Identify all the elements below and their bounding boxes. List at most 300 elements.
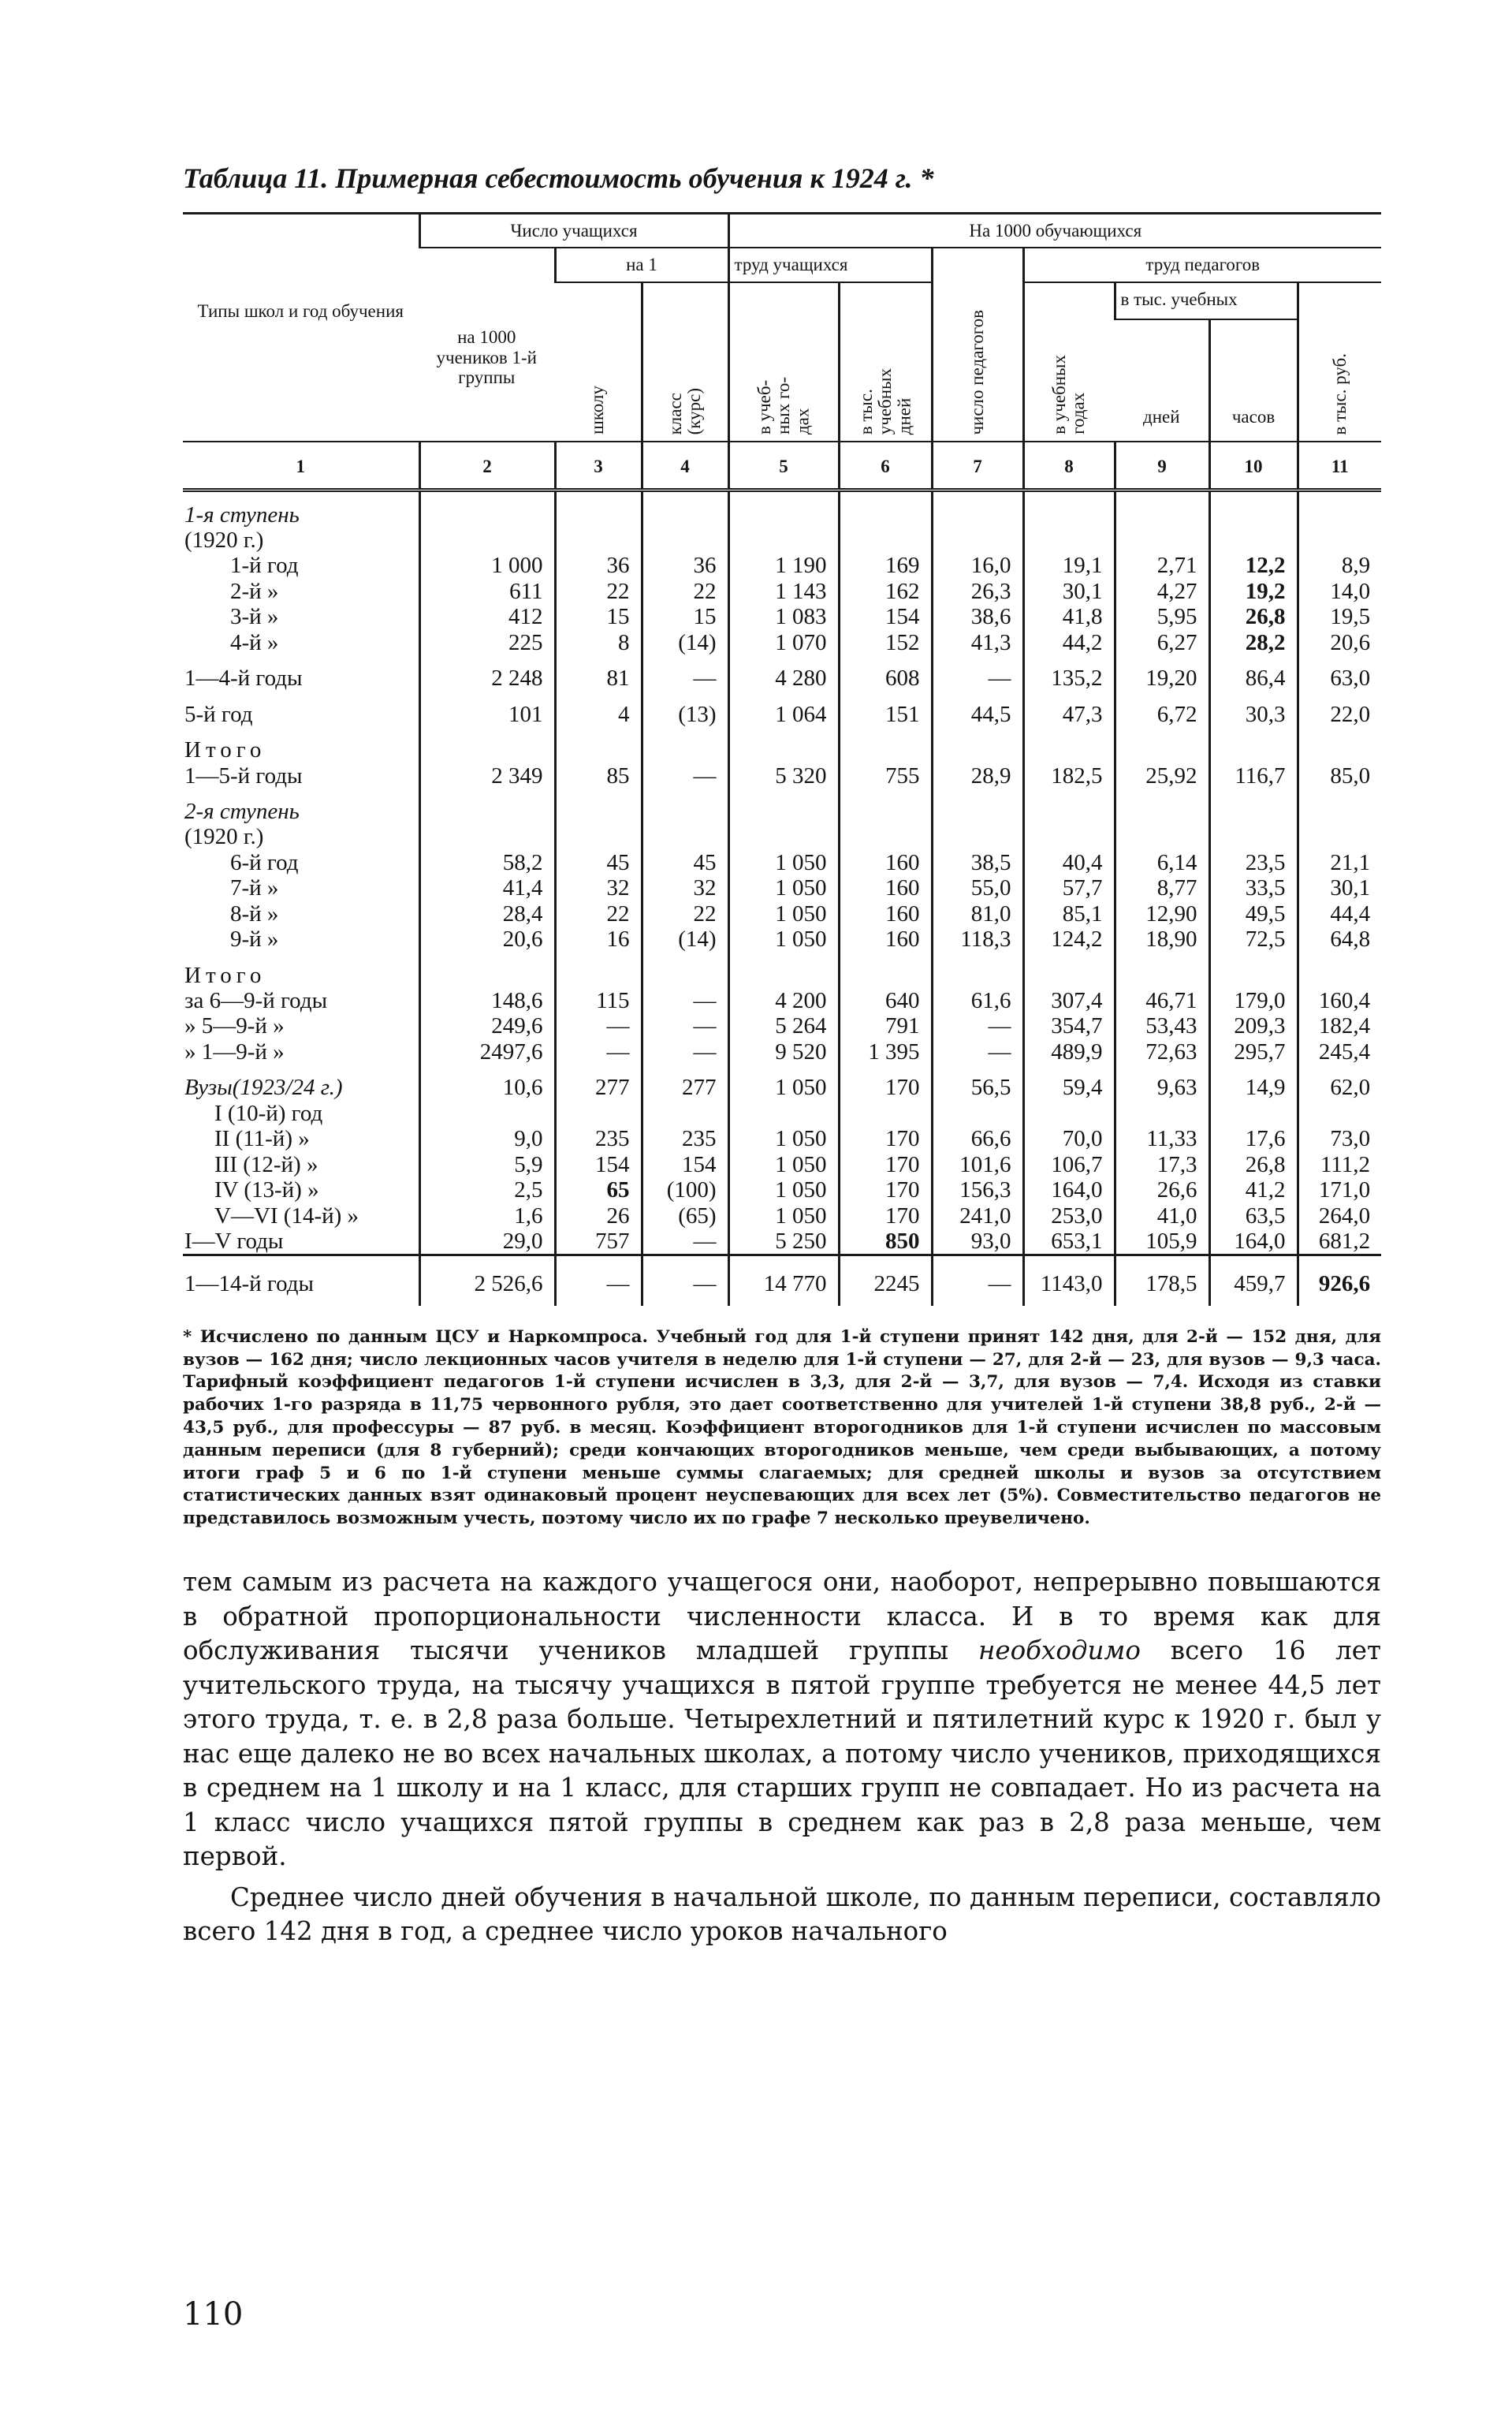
col-number: 7 (932, 442, 1023, 490)
table-cell: 19,2 (1209, 579, 1298, 604)
table-cell: 124,2 (1023, 927, 1115, 952)
table-cell: 22 (555, 579, 642, 604)
table-cell: 1,6 (419, 1203, 555, 1229)
table-cell: 38,6 (932, 604, 1023, 629)
table-cell (642, 953, 728, 988)
paragraph-1: тем самым из расчета на каждого учащегося они, наоборот, непрерывно повышаются в обратной пропорциональности численности класса. И в то время как для обслуживания тысячи учеников младшей группы необходимо всего 16 лет учительского труда, на тысячу учащихся в пятой группе требуется не менее 44,5 лет этого труда, т. е. в 2,8 раза больше. Четырехлетний и пятилетний курс к 1920 г. был у нас еще далеко не во всех начальных школах, а потому число учеников, приходящихся в среднем на 1 школу и на 1 класс, для старших групп не совпадает. Но из расчета на 1 класс число учащихся пятой группы в среднем как раз в 2,8 раза меньше, чем первой. (183, 1567, 1381, 1872)
row-label: 2-й » (230, 578, 279, 604)
table-cell (839, 824, 932, 849)
table-cell: 2 349 (419, 763, 555, 789)
table-cell (932, 528, 1023, 553)
col-number: 2 (419, 442, 555, 490)
table-cell: — (555, 1039, 642, 1065)
table-cell: 29,0 (419, 1229, 555, 1255)
table-cell (728, 789, 839, 824)
table-row (183, 988, 1381, 1013)
table-cell: 2497,6 (419, 1039, 555, 1065)
table-cell: 2245 (839, 1255, 932, 1306)
table-cell: — (642, 655, 728, 691)
table-cell: 1 050 (728, 850, 839, 875)
table-cell (932, 727, 1023, 763)
table-cell: 264,0 (1298, 1203, 1381, 1229)
header-school: школу (555, 282, 642, 442)
table-cell: 28,4 (419, 901, 555, 927)
table-cell: 118,3 (932, 927, 1023, 952)
table-cell: 46,71 (1115, 988, 1209, 1013)
table-cell: 40,4 (1023, 850, 1115, 875)
row-label: Итого (184, 962, 266, 988)
col-number: 5 (728, 442, 839, 490)
table-cell (728, 528, 839, 553)
row-label: (1920 г.) (184, 824, 264, 850)
table-cell: — (642, 1229, 728, 1255)
table-cell: 22 (642, 579, 728, 604)
table-row (183, 1013, 1381, 1039)
table-cell (642, 1101, 728, 1126)
table-cell: 47,3 (1023, 692, 1115, 727)
table-cell: 162 (839, 579, 932, 604)
table-cell: 6,72 (1115, 692, 1209, 727)
table-cell (419, 727, 555, 763)
table-cell: 26,6 (1115, 1177, 1209, 1203)
table-cell: 14,9 (1209, 1065, 1298, 1100)
header-teacher-labor: труд педагогов (1023, 248, 1381, 282)
table-cell: 65 (555, 1177, 642, 1203)
table-row (183, 953, 1381, 988)
table-cell: 160 (839, 875, 932, 901)
table-cell: 32 (642, 875, 728, 901)
row-label: Итого (184, 737, 266, 763)
col-number: 4 (642, 442, 728, 490)
table-cell: 170 (839, 1152, 932, 1177)
table-cell: 681,2 (1298, 1229, 1381, 1255)
table-cell: 101,6 (932, 1152, 1023, 1177)
table-cell: 59,4 (1023, 1065, 1115, 1100)
table-cell: 611 (419, 579, 555, 604)
table-cell: 18,90 (1115, 927, 1209, 952)
table-cell: 53,43 (1115, 1013, 1209, 1039)
table-cell: 45 (642, 850, 728, 875)
table-cell: — (932, 1255, 1023, 1306)
table-cell: 72,63 (1115, 1039, 1209, 1065)
header-in-study-years: в учебных годах (1023, 282, 1115, 442)
table-cell: 4 (555, 692, 642, 727)
table-cell: 22 (555, 901, 642, 927)
table-cell (839, 1101, 932, 1126)
table-cell (1298, 528, 1381, 553)
table-cell: 41,8 (1023, 604, 1115, 629)
table-cell: 105,9 (1115, 1229, 1209, 1255)
table-cell: 63,0 (1298, 655, 1381, 691)
table-cell (1209, 1101, 1298, 1126)
table-cell: 9,0 (419, 1126, 555, 1151)
table-cell: 26,8 (1209, 604, 1298, 629)
table-cell: — (932, 655, 1023, 691)
header-in-school-years: в учеб- ных го- дах (728, 282, 839, 442)
table-cell: 38,5 (932, 850, 1023, 875)
table-cell: 64,8 (1298, 927, 1381, 952)
table-cell: — (642, 988, 728, 1013)
table-cell (419, 789, 555, 824)
row-label: 1—4-й годы (184, 666, 303, 692)
table-cell: 44,5 (932, 692, 1023, 727)
table-cell: 791 (839, 1013, 932, 1039)
table-cell: (100) (642, 1177, 728, 1203)
table-cell (1023, 727, 1115, 763)
table-cell: 277 (642, 1065, 728, 1100)
table-cell (1023, 490, 1115, 528)
table-cell: 235 (555, 1126, 642, 1151)
table-cell: 4,27 (1115, 579, 1209, 604)
table-cell (839, 789, 932, 824)
row-label: II (11-й) » (214, 1126, 310, 1152)
row-label: 4-й » (230, 629, 279, 655)
table-row (183, 630, 1381, 655)
table-cell: (14) (642, 927, 728, 952)
table-row (183, 1065, 1381, 1100)
table-cell: 20,6 (1298, 630, 1381, 655)
table-cell: 653,1 (1023, 1229, 1115, 1255)
table-cell (1023, 1101, 1115, 1126)
table-cell (1209, 789, 1298, 824)
table-row (183, 692, 1381, 727)
header-on-1: на 1 (555, 248, 728, 282)
row-label: Вузы(1923/24 г.) (184, 1075, 343, 1101)
table-cell (839, 727, 932, 763)
table-cell: 2 526,6 (419, 1255, 555, 1306)
table-cell: 1 050 (728, 875, 839, 901)
table-row (183, 579, 1381, 604)
table-cell: 1 050 (728, 1126, 839, 1151)
table-cell: 86,4 (1209, 655, 1298, 691)
table-cell (555, 953, 642, 988)
table-cell: 170 (839, 1065, 932, 1100)
table-cell: 1143,0 (1023, 1255, 1115, 1306)
table-cell: 70,0 (1023, 1126, 1115, 1151)
table-cell: 17,3 (1115, 1152, 1209, 1177)
header-student-labor: труд учащихся (728, 248, 932, 282)
table-cell (1115, 528, 1209, 553)
table-cell: 41,0 (1115, 1203, 1209, 1229)
table-cell: 19,1 (1023, 553, 1115, 578)
table-cell: 73,0 (1298, 1126, 1381, 1151)
row-label: 2-я ступень (184, 798, 300, 824)
table-row (183, 875, 1381, 901)
table-caption: Таблица 11. Примерная себестоимость обучения к 1924 г. * (183, 162, 934, 194)
table-cell: 640 (839, 988, 932, 1013)
table-cell: 850 (839, 1229, 932, 1255)
table-cell (1209, 953, 1298, 988)
row-label: 5-й год (184, 701, 253, 727)
table-cell: 1 064 (728, 692, 839, 727)
row-label: » 1—9-й » (184, 1039, 285, 1065)
table-cell (932, 789, 1023, 824)
row-label: » 5—9-й » (184, 1013, 285, 1039)
table-cell: 253,0 (1023, 1203, 1115, 1229)
table-cell: 5 264 (728, 1013, 839, 1039)
table-cell: 28,2 (1209, 630, 1298, 655)
table-cell: 170 (839, 1126, 932, 1151)
col-number: 11 (1298, 442, 1381, 490)
table-row (183, 1229, 1381, 1255)
table-cell: 62,0 (1298, 1065, 1381, 1100)
table-row (183, 490, 1381, 528)
row-label: III (12-й) » (214, 1151, 318, 1177)
table-cell (555, 727, 642, 763)
table-cell: 16 (555, 927, 642, 952)
table-cell (1115, 1101, 1209, 1126)
table-cell: 106,7 (1023, 1152, 1115, 1177)
table-cell: 26 (555, 1203, 642, 1229)
table-cell (642, 528, 728, 553)
table-cell: 225 (419, 630, 555, 655)
table-cell: — (932, 1039, 1023, 1065)
table-cell: 608 (839, 655, 932, 691)
table-cell: 22 (642, 901, 728, 927)
table-cell: 156,3 (932, 1177, 1023, 1203)
header-hours: часов (1209, 319, 1298, 442)
row-label: 1—14-й годы (183, 1255, 419, 1306)
table-cell: 5 250 (728, 1229, 839, 1255)
table-cell (1298, 953, 1381, 988)
footnote: * Исчислено по данным ЦСУ и Наркомпроса. Учебный год для 1-й ступени принят 142 дня, для 2-й — 152 дня, для вузов — 162 дня; число лекционных часов учителя в неделю для 1-й ступени — 27, для 2-й — 23, для вузов — 9,3 часа. Тарифный коэффициент педагогов 1-й ступени исчислен в 3,3, для 2-й — 3,7, для вузов — 7,4. Исходя из ставки рабочих 1-го разряда в 11,75 червонного рубля, это дает соответственно для учителей 1-й ступени 38,8 руб., 2-й — 43,5 руб., для профессуры — 87 руб. в месяц. Коэффициент второгодников для 1-й ступени исчислен по массовым данным переписи (для 8 губерний); среди кончающих второгодников меньше, чем среди выбывающих, а потому итоги граф 5 и 6 по 1-й ступени меньше суммы слагаемых; для средней школы и вузов за отсутствием статистических данных взят одинаковый процент неуспевающих для всех лет (5%). Совместительство педагогов не представилось возможным учесть, поэтому число их по графе 7 несколько преувеличено. (183, 1326, 1381, 1529)
table-cell: 11,33 (1115, 1126, 1209, 1151)
table-cell: 49,5 (1209, 901, 1298, 927)
table-cell: 116,7 (1209, 763, 1298, 789)
table-cell: 1 000 (419, 553, 555, 578)
table-cell: 12,90 (1115, 901, 1209, 927)
table-cell (555, 789, 642, 824)
table-cell (1298, 1101, 1381, 1126)
row-label: 1-я ступень (184, 502, 300, 528)
table-cell: 164,0 (1023, 1177, 1115, 1203)
table-cell: 21,1 (1298, 850, 1381, 875)
table-cell: 16,0 (932, 553, 1023, 578)
table-cell (728, 1101, 839, 1126)
table-row (183, 655, 1381, 691)
table-cell (1298, 727, 1381, 763)
table-cell (932, 490, 1023, 528)
table-cell: 4 200 (728, 988, 839, 1013)
table-cell: 28,9 (932, 763, 1023, 789)
table-row (183, 901, 1381, 927)
table-row (183, 789, 1381, 824)
table-cell: 154 (642, 1152, 728, 1177)
table-cell: 115 (555, 988, 642, 1013)
table-cell: 17,6 (1209, 1126, 1298, 1151)
header-class-course: класс (курс) (642, 282, 728, 442)
table-cell: 235 (642, 1126, 728, 1151)
table-cell (419, 824, 555, 849)
table-cell: — (555, 1255, 642, 1306)
table-cell (1298, 824, 1381, 849)
table-cell: 33,5 (1209, 875, 1298, 901)
table-cell: 151 (839, 692, 932, 727)
table-cell: 277 (555, 1065, 642, 1100)
table-cell: 182,5 (1023, 763, 1115, 789)
table-cell: 295,7 (1209, 1039, 1298, 1065)
table-cell (1115, 789, 1209, 824)
table-cell (839, 953, 932, 988)
header-days: дней (1115, 319, 1209, 442)
table-cell: (65) (642, 1203, 728, 1229)
header-types: Типы школ и год обучения (183, 214, 419, 442)
table-cell: 19,5 (1298, 604, 1381, 629)
table-cell (932, 953, 1023, 988)
table-cell: 926,6 (1298, 1255, 1381, 1306)
table-cell: 44,4 (1298, 901, 1381, 927)
table-cell: 44,2 (1023, 630, 1115, 655)
table-cell: 8,77 (1115, 875, 1209, 901)
table-cell: — (642, 1255, 728, 1306)
table-cell (642, 824, 728, 849)
table-cell: 25,92 (1115, 763, 1209, 789)
table-cell (555, 490, 642, 528)
table-cell: 41,4 (419, 875, 555, 901)
table-cell: 9 520 (728, 1039, 839, 1065)
row-label: 8-й » (230, 901, 279, 927)
table-cell: 1 050 (728, 1177, 839, 1203)
table-cell: 1 050 (728, 1203, 839, 1229)
col-number: 3 (555, 442, 642, 490)
table-cell: 57,7 (1023, 875, 1115, 901)
header-per-1000-learners: На 1000 обучающихся (728, 214, 1381, 248)
table-cell: 32 (555, 875, 642, 901)
table-cell: 209,3 (1209, 1013, 1298, 1039)
table-cell (419, 1101, 555, 1126)
row-label: IV (13-й) » (214, 1177, 319, 1203)
row-label: I—V годы (183, 1229, 419, 1255)
table-cell (839, 528, 932, 553)
table-cell: 489,9 (1023, 1039, 1115, 1065)
paragraph-2: Среднее число дней обучения в начальной школе, по данным переписи, составляло всего 142 дня в год, а среднее число уроков начального (183, 1881, 1381, 1947)
table-cell (728, 953, 839, 988)
table-cell: 30,1 (1023, 579, 1115, 604)
table-cell (839, 490, 932, 528)
table-row (183, 927, 1381, 952)
header-per-1000-first: на 1000 учеников 1-й группы (419, 248, 555, 442)
table-cell: 14,0 (1298, 579, 1381, 604)
header-in-thousand-rub: в тыс. руб. (1298, 282, 1381, 442)
table-cell: 6,14 (1115, 850, 1209, 875)
table-cell: 36 (555, 553, 642, 578)
table-cell (1023, 824, 1115, 849)
table-row (183, 763, 1381, 789)
table-cell: 30,3 (1209, 692, 1298, 727)
table-cell (642, 789, 728, 824)
table-cell: 182,4 (1298, 1013, 1381, 1039)
table-cell: 93,0 (932, 1229, 1023, 1255)
table-cell (1115, 490, 1209, 528)
table-cell: 757 (555, 1229, 642, 1255)
table-cell: 412 (419, 604, 555, 629)
table-cell: 1 070 (728, 630, 839, 655)
table-cell: 178,5 (1115, 1255, 1209, 1306)
row-label: 3-й » (230, 604, 279, 630)
table-cell: 154 (839, 604, 932, 629)
table-cell: 1 190 (728, 553, 839, 578)
header-in-thousand-days: в тыс. учебных дней (839, 282, 932, 442)
table-cell: 241,0 (932, 1203, 1023, 1229)
body-text (183, 1565, 1381, 1949)
table-cell: 30,1 (1298, 875, 1381, 901)
table-cell (555, 824, 642, 849)
table-cell: — (555, 1013, 642, 1039)
table-cell: 170 (839, 1203, 932, 1229)
table-cell: 249,6 (419, 1013, 555, 1039)
table-cell: 5 320 (728, 763, 839, 789)
table-cell (1298, 789, 1381, 824)
table-row (183, 850, 1381, 875)
table-cell: 1 050 (728, 927, 839, 952)
table-cell: 72,5 (1209, 927, 1298, 952)
table-cell (1023, 528, 1115, 553)
table-cell: 307,4 (1023, 988, 1115, 1013)
table-cell (1209, 727, 1298, 763)
row-label: 1-й год (230, 553, 299, 579)
table-cell: 1 050 (728, 901, 839, 927)
table-cell: 15 (642, 604, 728, 629)
table-row (183, 1255, 1381, 1306)
table-cell (1115, 953, 1209, 988)
table-cell: 154 (555, 1152, 642, 1177)
table-cell: 12,2 (1209, 553, 1298, 578)
table-cell: 148,6 (419, 988, 555, 1013)
table-cell: — (642, 1039, 728, 1065)
table-cell (1209, 490, 1298, 528)
table-cell: 171,0 (1298, 1177, 1381, 1203)
table-cell: — (642, 1013, 728, 1039)
table-cell: 20,6 (419, 927, 555, 952)
table-cell: 1 050 (728, 1065, 839, 1100)
table-cell: (13) (642, 692, 728, 727)
table-cell: 41,3 (932, 630, 1023, 655)
table-cell: 160,4 (1298, 988, 1381, 1013)
table-body (183, 490, 1381, 1306)
table-cell: 2,5 (419, 1177, 555, 1203)
table-cell: 169 (839, 553, 932, 578)
table-cell: 36 (642, 553, 728, 578)
table-cell: 245,4 (1298, 1039, 1381, 1065)
table-cell: 111,2 (1298, 1152, 1381, 1177)
table-cell: 56,5 (932, 1065, 1023, 1100)
table-cell (1115, 727, 1209, 763)
row-label: за 6—9-й годы (184, 988, 328, 1014)
table-row (183, 824, 1381, 849)
table-cell (555, 1101, 642, 1126)
table-cell: 1 143 (728, 579, 839, 604)
col-number: 9 (1115, 442, 1209, 490)
table-cell: 26,8 (1209, 1152, 1298, 1177)
table-cell: 1 050 (728, 1152, 839, 1177)
table-cell: 152 (839, 630, 932, 655)
table-cell: 61,6 (932, 988, 1023, 1013)
table-cell: 85,1 (1023, 901, 1115, 927)
table-cell: — (932, 1013, 1023, 1039)
page-number: 110 (183, 2296, 244, 2333)
table-cell: 10,6 (419, 1065, 555, 1100)
col-number: 8 (1023, 442, 1115, 490)
table-cell (1023, 953, 1115, 988)
table-row (183, 1126, 1381, 1151)
table-row (183, 1101, 1381, 1126)
row-label: 9-й » (230, 927, 279, 953)
table-cell: 170 (839, 1177, 932, 1203)
row-label: V—VI (14-й) » (214, 1203, 359, 1229)
table-cell: — (642, 763, 728, 789)
row-label: 6-й год (230, 849, 299, 875)
col-number: 6 (839, 442, 932, 490)
